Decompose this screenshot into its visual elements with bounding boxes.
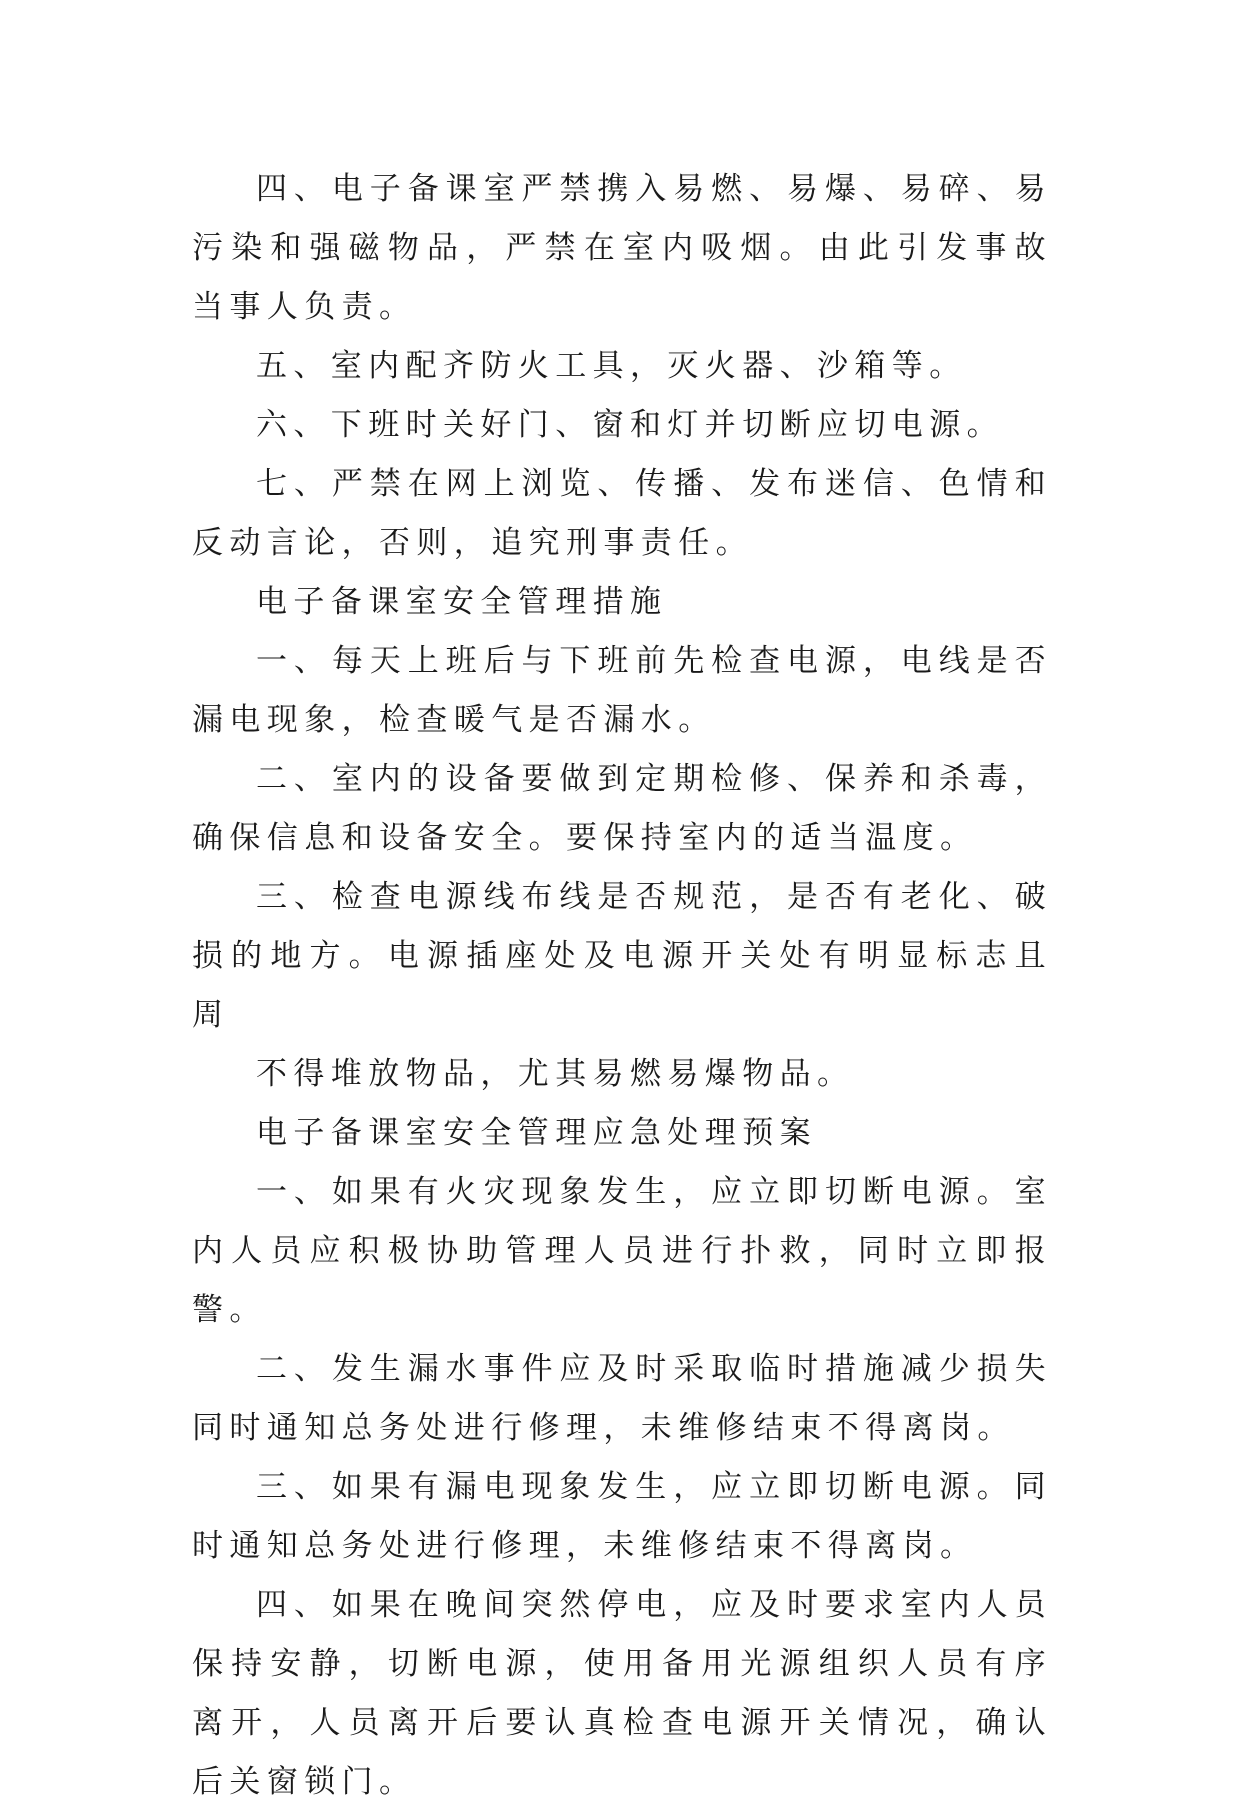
- paragraph-measure-2: 二、室内的设备要做到定期检修、保养和杀毒，确保信息和设备安全。要保持室内的适当温度。: [192, 761, 1052, 856]
- paragraph-emergency-1: 一、如果有火灾现象发生，应立即切断电源。室内人员应积极协助管理人员进行扑救，同时立即报警。: [192, 1174, 1052, 1328]
- paragraph-item-7-rule: 七、严禁在网上浏览、传播、发布迷信、色情和反动言论，否则，追究刑事责任。: [192, 466, 1052, 561]
- document-body: [192, 160, 1052, 1812]
- paragraph-item-6-rule: 六、下班时关好门、窗和灯并切断应切电源。: [256, 407, 1004, 443]
- paragraph-measure-1: 一、每天上班后与下班前先检查电源，电线是否漏电现象，检查暖气是否漏水。: [192, 643, 1052, 738]
- paragraph-item-4-rule: 四、电子备课室严禁携入易燃、易爆、易碎、易污染和强磁物品，严禁在室内吸烟。由此引发事故当事人负责。: [192, 171, 1052, 325]
- section-heading-emergency-plan: 电子备课室安全管理应急处理预案: [256, 1115, 817, 1151]
- paragraph-emergency-2: 二、发生漏水事件应及时采取临时措施减少损失同时通知总务处进行修理，未维修结束不得离岗。: [192, 1351, 1052, 1446]
- paragraph-emergency-4: 四、如果在晚间突然停电，应及时要求室内人员保持安静，切断电源，使用备用光源组织人员有序离开，人员离开后要认真检查电源开关情况，确认后关窗锁门。: [192, 1587, 1052, 1800]
- paragraph-emergency-3: 三、如果有漏电现象发生，应立即切断电源。同时通知总务处进行修理，未维修结束不得离岗。: [192, 1469, 1052, 1564]
- section-heading-safety-measures: 电子备课室安全管理措施: [256, 584, 668, 620]
- paragraph-measure-3: 三、检查电源线布线是否规范，是否有老化、破损的地方。电源插座处及电源开关处有明显标志且周: [192, 879, 1052, 1033]
- paragraph-measure-3-continued: 不得堆放物品，尤其易燃易爆物品。: [256, 1056, 855, 1092]
- paragraph-item-5-rule: 五、室内配齐防火工具，灭火器、沙箱等。: [256, 348, 967, 384]
